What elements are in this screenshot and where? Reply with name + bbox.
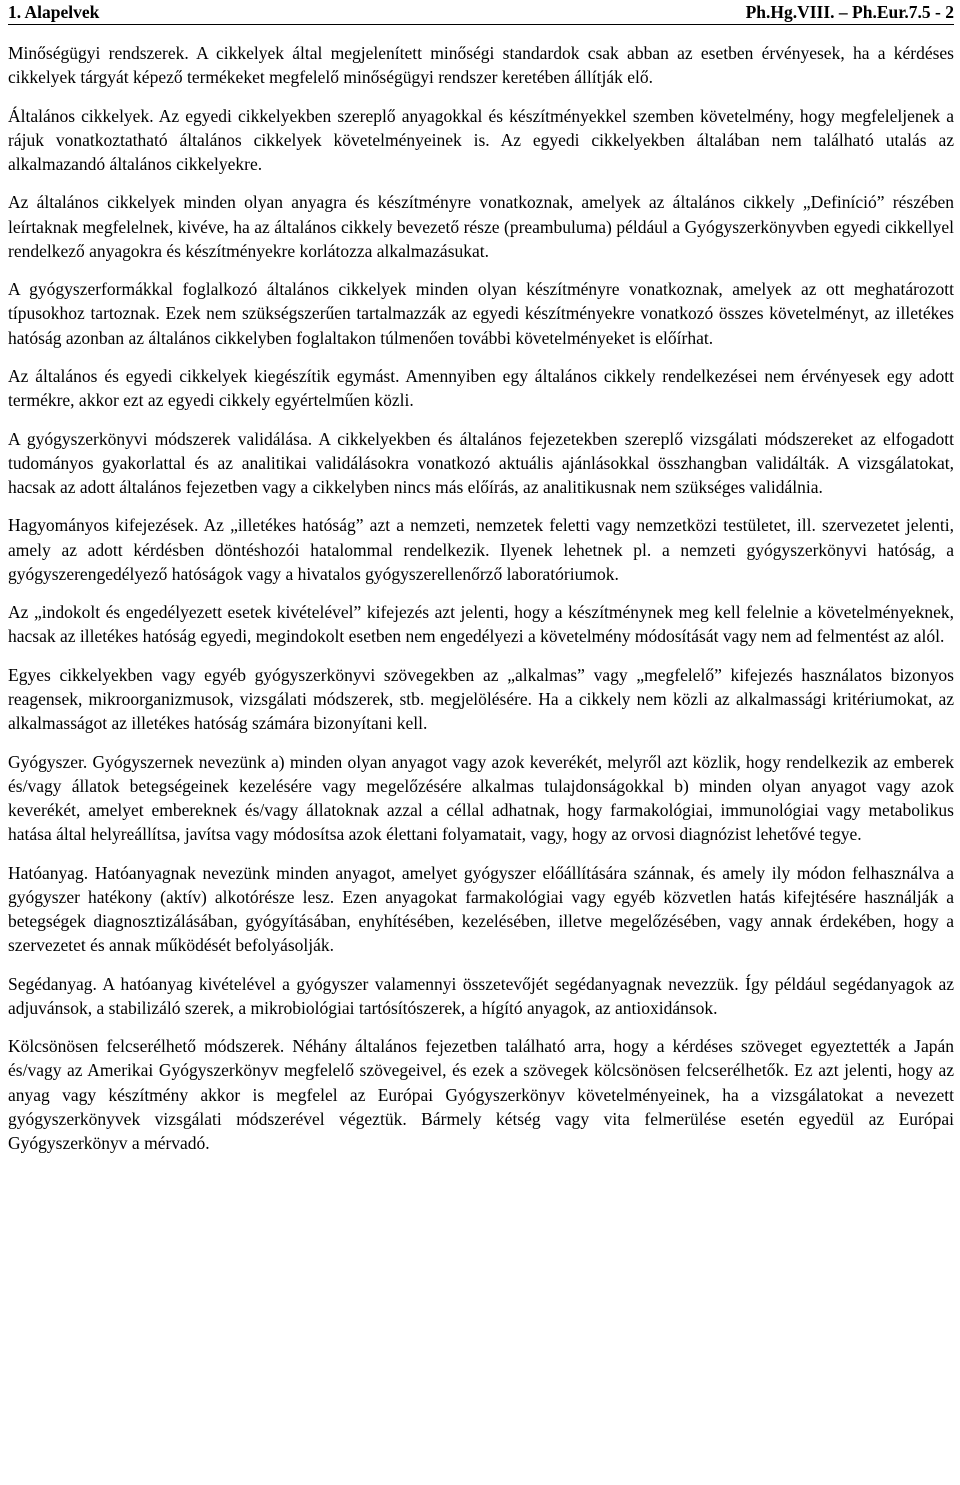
paragraph-suitable: Egyes cikkelyekben vagy egyéb gyógyszerkönyvi szövegekben az „alkalmas” vagy „megfelelő” kifejezés használatos bizonyos reagensek, mikroorganizmusok, vizsgálati módszerek, stb. megjelölésére. Ha a cikkely nem közli az alkalmassági kritériumokat, az alkalmasságot az illetékes hatóság számára bizonyítani kell. <box>8 664 954 734</box>
paragraph-general-monographs-scope: Az általános cikkelyek minden olyan anyagra és készítményre vonatkoznak, amelyek az általános cikkely „Definíció” részében leírtaknak megfelelnek, kivéve, ha az általános cikkely bevezető része (preambuluma) például a Gyógyszerkönyvben egyedi cikkellyel rendelkező anyagokra és készítményekre korlátozza alkalmazásukat. <box>8 192 954 261</box>
paragraph-conventional-terms: Hagyományos kifejezések. Az „illetékes hatóság” azt a nemzeti, nemzetek feletti vagy nemzetközi testületet, ill. szervezetet jelenti, amely az adott kérdésben döntéshozói hatalommal rendelkezik. Ilyenek lehetnek pl. a nemzeti gyógyszerkönyvi hatóság, a gyógyszerengedélyező hatóságok vagy a hivatalos gyógyszerellenőrző laboratóriumok. <box>8 515 954 584</box>
paragraph-active-substance: Hatóanyag. Hatóanyagnak nevezünk minden anyagot, amelyet gyógyszer előállítására szánnak, és amely ily módon felhasználva a gyógyszer hatékony (aktív) alkotórésze lesz. Ezen anyagokat farmakológiai vagy egyéb közvetlen hatás kifejtésére használják a betegségek diagnosztizálásában, gyógyításában, enyhítésében, kezelésében, illetve megelőzésében, vagy annak érdekében, hogy a szervezetet és annak működését befolyásolják. <box>8 862 954 956</box>
paragraph-dosage-forms: A gyógyszerformákkal foglalkozó általános cikkelyek minden olyan készítményre vonatkoznak, amelyek az ott meghatározott típusokhoz tartoznak. Ezek nem szükségszerűen tartalmazzák az egyedi készítményekre vonatkozó összes követelményt, az illetékes hatóság azonban az általános cikkelyben foglaltakon túlmenően további követelményeket is előírhat. <box>8 279 954 348</box>
paragraph-interchangeable-methods: Kölcsönösen felcserélhető módszerek. Néhány általános fejezetben található arra, hogy a kérdéses szöveget egyeztették a Japán és/vagy az Amerikai Gyógyszerkönyv megfelelő szövegeivel, és ezek a szövegek kölcsönösen felcserélhetők. Ez azt jelenti, hogy az anyag vagy készítmény akkor is megfelel az Európai Gyógyszerkönyv követelményeinek, ha a vizsgálatokat a nevezett gyógyszerkönyvek vizsgálati módszerével végeztük. Bármely kétség vagy vita felmerülése esetén egyedül az Európai Gyógyszerkönyv a mérvadó. <box>8 1036 954 1153</box>
paragraph-excipient: Segédanyag. A hatóanyag kivételével a gyógyszer valamennyi összetevőjét segédanyagnak nevezzük. Így például segédanyagok az adjuvánsok, a stabilizáló szerek, a mikrobiológiai tartósítószerek, a hígító anyagok, az antioxidánsok. <box>8 973 954 1018</box>
paragraph-quality-systems: Minőségügyi rendszerek. A cikkelyek által megjelenített minőségi standardok csak abban az esetben érvényesek, ha a kérdéses cikkelyek tárgyát képező termékeket megfelelő minőségügyi rendszer keretében állítják elő. <box>8 43 954 88</box>
paragraph-medicinal-product: Gyógyszer. Gyógyszernek nevezünk a) minden olyan anyagot vagy azok keverékét, melyről azt közlik, hogy rendelkezik az emberek és/vagy állatok betegségeinek kezelésére vagy megelőzésére alkalmas tulajdonságokkal b) minden olyan anyagot vagy azok keverékét, amelyet embereknek és/vagy állatoknak azzal a céllal adhatnak, hogy farmakológiai, immunológiai vagy metabolikus hatása által helyreállítsa, javítsa vagy módosítsa azok élettani folyamatait, vagy, hogy az orvosi diagnózist lehetővé tegye. <box>8 751 954 845</box>
header-chapter-title: 1. Alapelvek <box>8 2 100 22</box>
document-page <box>8 0 954 1169</box>
paragraph-general-monographs: Általános cikkelyek. Az egyedi cikkelyekben szereplő anyagokkal és készítményekkel szemben követelmény, hogy megfeleljenek a rájuk vonatkoztatható általános cikkelyek követelményeinek is. Az egyedi cikkelyekben általában nem található utalás az alkalmazandó általános cikkelyekre. <box>8 105 954 174</box>
header-reference: Ph.Hg.VIII. – Ph.Eur.7.5 - 2 <box>745 2 954 22</box>
page-header <box>8 0 954 25</box>
paragraph-justified-authorised: Az „indokolt és engedélyezett esetek kivételével” kifejezés azt jelenti, hogy a készítménynek meg kell felelnie a követelményeknek, hacsak az illetékes hatóság egyedi, megindokolt esetben nem engedélyezi a követelmény módosítását vagy nem ad felmentést az alól. <box>8 602 954 647</box>
paragraph-complementary: Az általános és egyedi cikkelyek kiegészítik egymást. Amennyiben egy általános cikkely rendelkezései nem érvényesek egy adott termékre, akkor ezt az egyedi cikkely egyértelműen közli. <box>8 365 954 411</box>
document-body <box>8 41 954 1155</box>
paragraph-method-validation: A gyógyszerkönyvi módszerek validálása. A cikkelyekben és általános fejezetekben szereplő vizsgálati módszereket az elfogadott tudományos gyakorlattal és az analitikai validálásokra vonatkozó aktuális ajánlásokkal összhangban validálták. A vizsgálatokat, hacsak az adott általános fejezetben vagy a cikkelyben nincs más előírás, az analitikusnak nem szükséges validálnia. <box>8 428 954 497</box>
